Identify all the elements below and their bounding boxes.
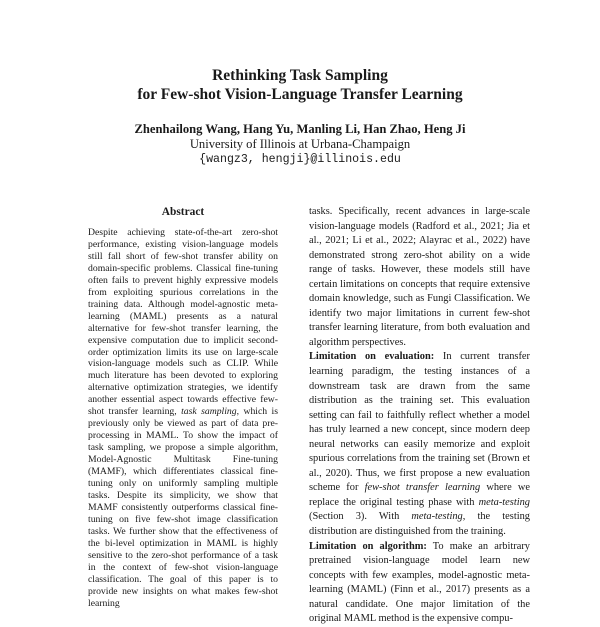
intro-paragraph-1: tasks. Specifically, recent advances in large-scale vision-language models (Radford et al., 2021; Jia et al., 2021; Li et al., 2022; Alayrac et al., 2022) have demonstrated strong zero-shot ability on a wide range of tasks. However, these models still have certain limitations on concepts that require extensive domain knowledge, such as Fungi Classification. We identify two major limitations in current few-shot transfer learning literature, from both evaluation and algorithm perspectives. <box>309 206 530 348</box>
p3-part-a: To make an arbitrary pretrained vision-language model learn new concepts with few examples, model-agnostic meta-learning (MAML) (Finn et al., 2017) presents as a natural candidate. One major limitation of the original MAML method is the expensive compu- <box>309 540 530 625</box>
title-line-2: for Few-shot Vision-Language Transfer Learning <box>137 86 463 103</box>
p2-part-a: In current transfer learning paradigm, the testing instances of a downstream task are drawn from the same distribution as the training set. This evaluation setting can fail to faithfully reflect whether a model has truly learned a new concept, since modern deep neural networks can easily memorize and exploit spurious correlations from the training set (Brown et al., 2020). Thus, we first propose a new evaluation scheme for <box>309 351 530 494</box>
author-block <box>0 122 600 168</box>
abstract-italic-term: task sampling <box>181 406 237 418</box>
p2-emphasis-2: meta-testing <box>478 496 530 508</box>
abstract-text <box>88 227 278 610</box>
evaluation-limitation-paragraph <box>309 350 530 539</box>
paper-title <box>0 66 600 104</box>
title-line-1: Rethinking Task Sampling <box>212 67 388 84</box>
author-email: {wangz3, hengji}@illinois.edu <box>199 153 401 166</box>
p2-part-d: , the testing distribution are distinguished from the training. <box>309 511 530 538</box>
p2-part-c: (Section 3). With <box>309 511 412 523</box>
algorithm-limitation-heading: Limitation on algorithm: <box>309 540 427 552</box>
p2-emphasis-3: meta-testing <box>411 511 463 523</box>
p2-emphasis-1: few-shot transfer learning <box>364 482 481 494</box>
introduction-column <box>309 205 530 627</box>
abstract-text-part-2: , which is previously only be viewed as part of data pre-processing in MAML. To show the impact of task sampling, we propose a simple algorithm, Model-Agnostic Multitask Fine-tuning (MAMF), which differentiates classical fine-tuning only on uniformly sampling multiple tasks. Despite its simplicity, we show that MAMF consistently outperforms classical fine-tuning on five few-shot image classification tasks. We further show that the effectiveness of the bi-level optimization in MAML is highly sensitive to the zero-shot performance of a task in the context of few-shot vision-language classification. The goal of this paper is to provide new insights on what makes few-shot learning <box>88 406 278 609</box>
author-names: Zhenhailong Wang, Hang Yu, Manling Li, Han Zhao, Heng Ji <box>134 122 466 136</box>
evaluation-limitation-heading: Limitation on evaluation: <box>309 351 435 363</box>
p2-part-b: where we replace the original testing phase with <box>309 482 530 508</box>
abstract-section <box>88 205 278 610</box>
affiliation: University of Illinois at Urbana-Champaign <box>189 137 411 151</box>
algorithm-limitation-paragraph <box>309 540 530 627</box>
abstract-heading: Abstract <box>161 206 205 218</box>
abstract-text-part-1: Despite achieving state-of-the-art zero-shot performance, existing vision-language models still fall short of few-shot transfer ability on domain-specific problems. Classical fine-tuning often fails to prevent highly expressive models from exploiting spurious correlations in the training data. Although model-agnostic meta-learning (MAML) presents as a natural alternative for few-shot transfer learning, the expensive computation due to implicit second-order optimization limits its use on large-scale vision-language models such as CLIP. While much literature has been devoted to exploring alternative optimization strategies, we identify another essential aspect towards effective few-shot transfer learning, <box>88 227 278 418</box>
